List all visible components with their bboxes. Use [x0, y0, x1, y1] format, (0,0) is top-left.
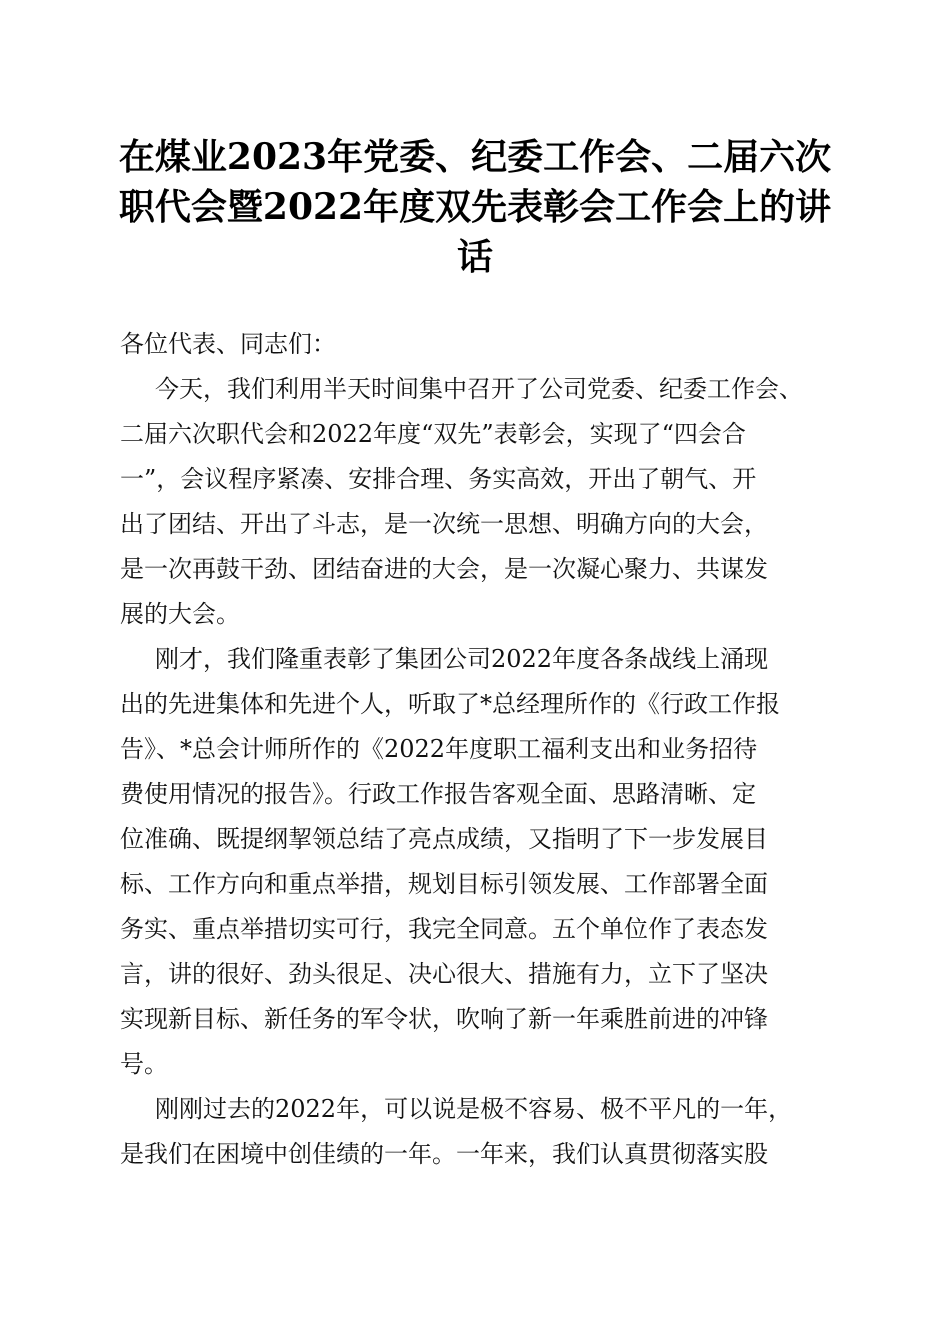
paragraph-line: 今天，我们利用半天时间集中召开了公司党委、纪委工作会、: [155, 375, 803, 403]
document-title: [100, 132, 850, 282]
paragraph-line: 出的先进集体和先进个人，听取了*总经理所作的《行政工作报: [120, 690, 780, 718]
paragraph-line: 一”，会议程序紧凑、安排合理、务实高效，开出了朝气、开: [120, 465, 757, 493]
title-line: 职代会暨2022年度双先表彰会工作会上的讲: [118, 186, 832, 228]
paragraph-line: 位准确、既提纲挈领总结了亮点成绩，又指明了下一步发展目: [120, 825, 768, 853]
paragraph-1: [120, 367, 840, 637]
paragraph-line: 二届六次职代会和2022年度“双先”表彰会，实现了“四会合: [120, 420, 746, 448]
paragraph-line: 务实、重点举措切实可行，我完全同意。五个单位作了表态发: [120, 915, 768, 943]
paragraph-line: 展的大会。: [120, 600, 240, 628]
title-line: 在煤业2023年党委、纪委工作会、二届六次: [118, 136, 832, 178]
salutation: 各位代表、同志们：: [120, 330, 336, 358]
paragraph-3: [120, 1087, 840, 1177]
paragraph-line: 实现新目标、新任务的军令状，吹响了新一年乘胜前进的冲锋: [120, 1005, 768, 1033]
paragraph-line: 言，讲的很好、劲头很足、决心很大、措施有力，立下了坚决: [120, 960, 768, 988]
paragraph-line: 费使用情况的报告》。行政工作报告客观全面、思路清晰、定: [120, 780, 756, 808]
paragraph-line: 是我们在困境中创佳绩的一年。一年来，我们认真贯彻落实股: [120, 1140, 768, 1168]
paragraph-line: 出了团结、开出了斗志，是一次统一思想、明确方向的大会，: [120, 510, 768, 538]
paragraph-line: 标、工作方向和重点举措，规划目标引领发展、工作部署全面: [120, 870, 768, 898]
paragraph-line: 刚才，我们隆重表彰了集团公司2022年度各条战线上涌现: [155, 645, 769, 673]
paragraph-line: 是一次再鼓干劲、团结奋进的大会，是一次凝心聚力、共谋发: [120, 555, 768, 583]
paragraph-2: [120, 637, 840, 1087]
title-line: 话: [456, 236, 493, 278]
paragraph-line: 告》、*总会计师所作的《2022年度职工福利支出和业务招待: [120, 735, 758, 763]
paragraph-line: 刚刚过去的2022年，可以说是极不容易、极不平凡的一年，: [155, 1095, 793, 1123]
paragraph-line: 号。: [120, 1050, 168, 1078]
document-body: [120, 322, 840, 1177]
